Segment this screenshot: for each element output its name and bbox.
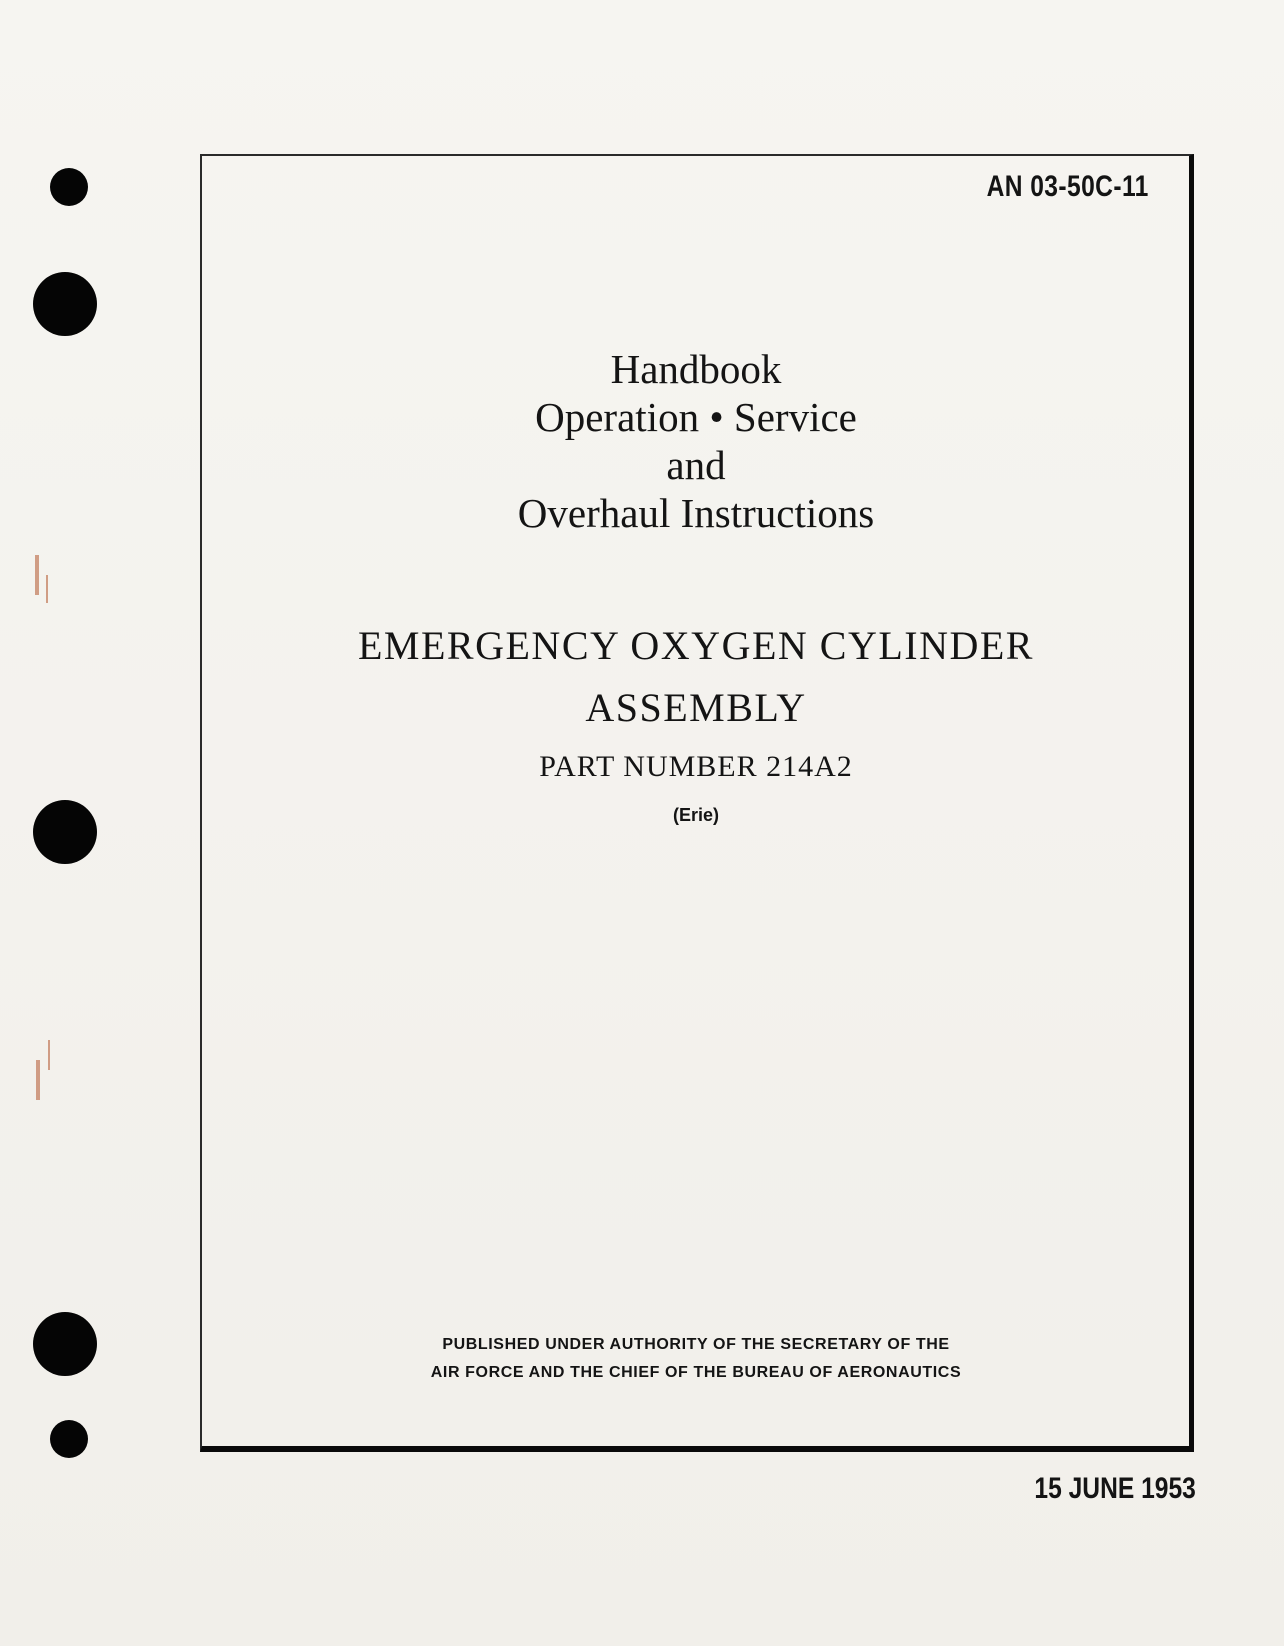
authority-line: AIR FORCE AND THE CHIEF OF THE BUREAU OF AERONAUTICS <box>430 1364 962 1381</box>
title-line: ASSEMBLY <box>585 685 807 730</box>
handbook-line: and <box>666 442 726 488</box>
equipment-title <box>200 615 1192 739</box>
rust-stain <box>36 1060 40 1100</box>
binder-hole <box>50 1420 88 1458</box>
binder-hole <box>33 800 97 864</box>
document-number: AN 03-50C-11 <box>986 170 1149 203</box>
rust-stain <box>46 575 48 603</box>
rust-stain <box>35 555 39 595</box>
part-number: PART NUMBER 214A2 <box>539 750 853 783</box>
manufacturer-name: (Erie) <box>672 805 719 825</box>
rust-stain <box>48 1040 50 1070</box>
binder-hole <box>50 168 88 206</box>
binder-hole <box>33 272 97 336</box>
publication-date: 15 JUNE 1953 <box>1034 1472 1196 1505</box>
title-line: EMERGENCY OXYGEN CYLINDER <box>358 623 1034 668</box>
publication-authority <box>200 1331 1192 1387</box>
handbook-line: Overhaul Instructions <box>517 490 875 536</box>
handbook-line: Handbook <box>610 346 782 392</box>
handbook-heading <box>200 345 1192 537</box>
authority-line: PUBLISHED UNDER AUTHORITY OF THE SECRETARY OF THE <box>442 1336 950 1353</box>
binder-hole <box>33 1312 97 1376</box>
handbook-line: Operation • Service <box>535 394 857 440</box>
